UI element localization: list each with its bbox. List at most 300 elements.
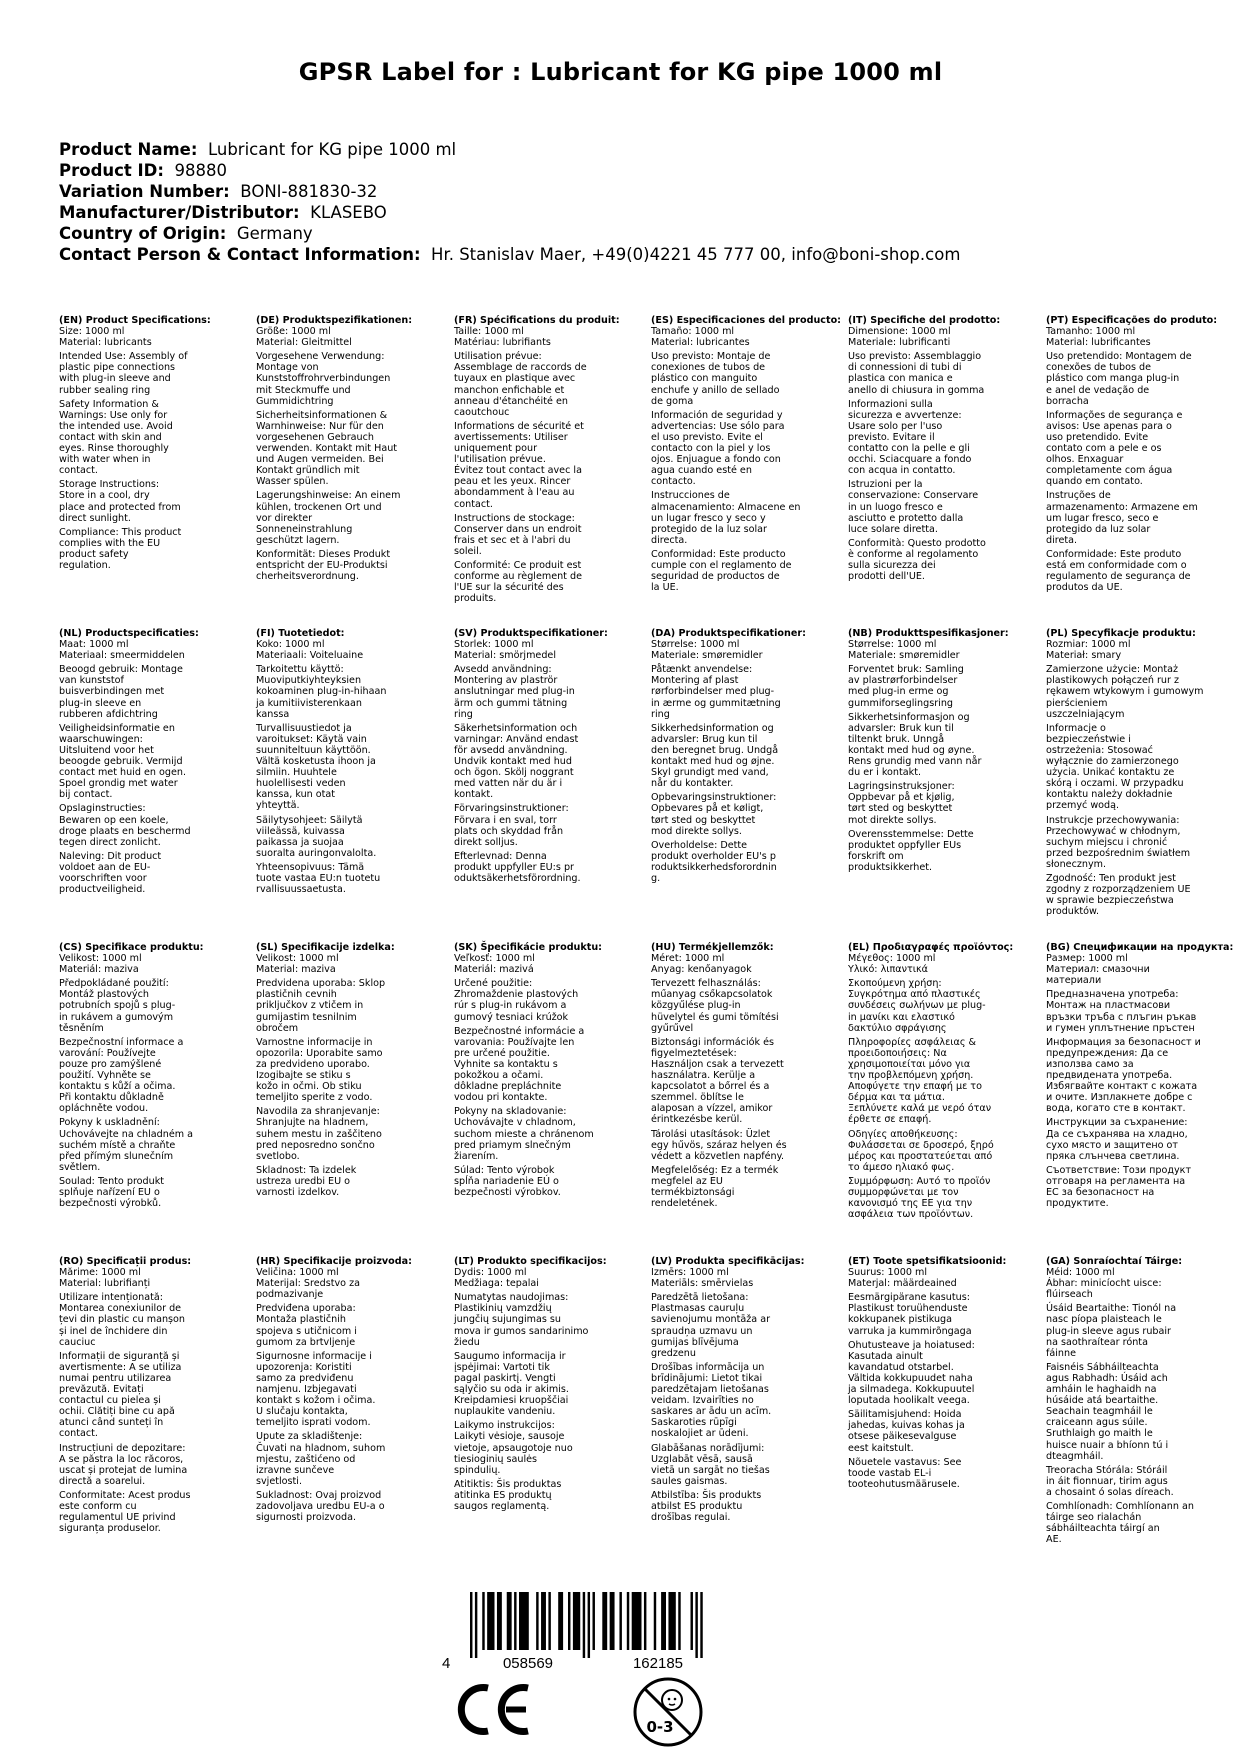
spec-line: Treoracha Stórála: Stóráil bbox=[1046, 1464, 1168, 1476]
no-under-3-icon bbox=[632, 1676, 704, 1748]
spec-line: Předpokládané použití: bbox=[59, 978, 169, 990]
spec-line: zadovoljava uredbu EU-a o bbox=[256, 1500, 385, 1512]
spec-line: avertismente: A se utiliza bbox=[59, 1361, 182, 1373]
spec-paragraph bbox=[59, 1490, 237, 1534]
spec-paragraph bbox=[454, 1351, 632, 1418]
spec-paragraph bbox=[651, 1165, 829, 1209]
barcode-bar bbox=[700, 1592, 702, 1658]
spec-line: beoogde gebruik. Vermijd bbox=[59, 756, 183, 768]
spec-line: Tarkoitettu käyttö: bbox=[256, 664, 344, 676]
spec-line: Čuvati na hladnom, suhom bbox=[256, 1442, 386, 1454]
spec-line: használatra. Kerülje a bbox=[651, 1070, 756, 1082]
spec-line: Sicherheitsinformationen & bbox=[256, 409, 388, 421]
spec-line: olhos. Enxaguar bbox=[1046, 454, 1124, 466]
spec-line: Instrucciones de bbox=[651, 490, 730, 502]
spec-line: Säkerhetsinformation och bbox=[454, 722, 578, 734]
spec-line: plug-in sleeve en bbox=[59, 697, 142, 709]
age-warning-text: 0-3 bbox=[646, 1718, 674, 1736]
spec-line: Größe: 1000 ml bbox=[256, 326, 331, 338]
spec-line: Conformidade: Este produto bbox=[1046, 548, 1182, 560]
spec-block-header: (HR) Specifikacije proizvoda: bbox=[256, 1256, 412, 1267]
spec-line: Montage von bbox=[256, 362, 319, 374]
spec-line: toode vastab EL-i bbox=[848, 1467, 932, 1479]
spec-line: Монтаж на пластмасови bbox=[1046, 1000, 1171, 1012]
spec-line: produits. bbox=[454, 593, 497, 605]
spec-line: med vatten när du är i bbox=[454, 778, 563, 790]
spec-line: Förvara i en sval, torr bbox=[454, 814, 557, 826]
spec-line: kühlen, trockenen Ort und bbox=[256, 501, 382, 513]
spec-line: cherheitsverordnung. bbox=[256, 571, 359, 583]
spec-line: spĺňa nariadenie EÚ o bbox=[454, 1175, 559, 1187]
spec-paragraph bbox=[59, 1292, 237, 1347]
spec-line: megfelel az EU bbox=[651, 1175, 723, 1187]
spec-line: produktet oppfyller EUs bbox=[848, 839, 962, 851]
spec-line: armazenamento: Armazene em bbox=[1046, 501, 1198, 513]
spec-paragraph bbox=[59, 1117, 237, 1172]
spec-block-header: (LT) Produkto specifikacijos: bbox=[454, 1256, 607, 1267]
spec-line: Upute za skladištenje: bbox=[256, 1431, 363, 1443]
barcode-bar bbox=[593, 1592, 595, 1650]
spec-line: kožo in očmi. Ob stiku bbox=[256, 1081, 362, 1093]
spec-line: pred neposredno sončno bbox=[256, 1139, 375, 1151]
spec-line: Plastikust toruühenduste bbox=[848, 1303, 968, 1315]
spec-paragraph bbox=[59, 1267, 237, 1278]
spec-line: plastica con manica e bbox=[848, 373, 953, 385]
spec-paragraph bbox=[256, 964, 434, 975]
spec-line: sigurnosti proizvoda. bbox=[256, 1512, 356, 1524]
barcode-bar bbox=[573, 1592, 580, 1650]
spec-line: Instructions de stockage: bbox=[454, 512, 575, 524]
spec-line: van kunststof bbox=[59, 675, 124, 687]
spec-paragraph bbox=[59, 723, 237, 801]
spec-line: Atbilstība: Šis produkts bbox=[651, 1489, 762, 1501]
spec-line: zgodny z rozporządzeniem UE bbox=[1046, 884, 1191, 896]
spec-line: Conformità: Questo prodotto bbox=[848, 537, 986, 549]
spec-line: potrubních spojů s plug- bbox=[59, 1000, 176, 1012]
spec-line: completamente com água bbox=[1046, 465, 1173, 477]
spec-line: protegido de la luz solar bbox=[651, 523, 767, 535]
spec-line: advarsler: Bruk kun til bbox=[848, 722, 954, 734]
spec-line: érintkezésbe kerül. bbox=[651, 1114, 743, 1126]
spec-line: pred priamym slnečným bbox=[454, 1139, 571, 1151]
spec-line: in μανίκι και ελαστικό bbox=[848, 1011, 955, 1023]
spec-line: ustreza uredbi EU o bbox=[256, 1175, 351, 1187]
spec-line: och ögon. Skölj noggrant bbox=[454, 767, 574, 779]
spec-line: Biztonsági információk és bbox=[651, 1036, 774, 1048]
spec-line: Uchovávejte na chladném a bbox=[59, 1128, 194, 1140]
spec-line: Varnostne informacije in bbox=[256, 1036, 373, 1048]
spec-line: Paredzētā lietošana: bbox=[651, 1292, 749, 1304]
spec-paragraph bbox=[256, 490, 434, 545]
manufacturer-label: Manufacturer/Distributor: bbox=[59, 203, 300, 222]
spec-line: Materiāls: smērvielas bbox=[651, 1278, 754, 1290]
spec-paragraph bbox=[454, 337, 632, 348]
spec-line: Material: lubrificantes bbox=[1046, 337, 1151, 349]
spec-line: Utilizare intenționată: bbox=[59, 1292, 163, 1304]
spec-line: Συμμόρφωση: Αυτό το προϊόν bbox=[848, 1175, 991, 1187]
spec-paragraph bbox=[1046, 351, 1224, 406]
barcode-bar bbox=[588, 1592, 590, 1658]
spec-line: direct sunlight. bbox=[59, 512, 131, 524]
spec-line: Saugumo informacija ir bbox=[454, 1350, 566, 1362]
spec-paragraph bbox=[1046, 1362, 1224, 1462]
spec-paragraph bbox=[454, 978, 632, 1022]
spec-line: uszczelniającym bbox=[1046, 708, 1125, 720]
spec-block bbox=[651, 942, 829, 1209]
spec-line: jahedas, kuivas kohas ja bbox=[848, 1420, 965, 1432]
barcode-bar bbox=[548, 1592, 550, 1650]
spec-line: pagal paskirtį. Vengti bbox=[454, 1372, 556, 1384]
spec-line: obročem bbox=[256, 1022, 299, 1034]
spec-line: Forventet bruk: Samling bbox=[848, 664, 964, 676]
spec-paragraph bbox=[1046, 664, 1224, 719]
spec-line: Usare solo per l'uso bbox=[848, 420, 943, 432]
spec-paragraph bbox=[256, 1037, 434, 1104]
spec-line: A se păstra la loc răcoros, bbox=[59, 1453, 184, 1465]
spec-line: Taille: 1000 ml bbox=[454, 326, 524, 338]
spec-line: Да се съхранява на хладно, bbox=[1046, 1128, 1188, 1140]
spec-line: Warnhinweise: Nur für den bbox=[256, 420, 384, 432]
spec-line: Skladnost: Ta izdelek bbox=[256, 1164, 357, 1176]
spec-line: este conform cu bbox=[59, 1500, 137, 1512]
spec-line: för avsedd användning. bbox=[454, 744, 568, 756]
spec-paragraph bbox=[454, 1479, 632, 1512]
barcode-bar bbox=[691, 1592, 693, 1650]
spec-line: Информация за безопасност и bbox=[1046, 1036, 1201, 1048]
spec-line: ЕС за безопасност на bbox=[1046, 1186, 1155, 1198]
spec-line: abondamment à l'eau au bbox=[454, 487, 575, 499]
spec-line: Материал: смазочни bbox=[1046, 964, 1150, 976]
spec-line: na saothraítear rónta bbox=[1046, 1336, 1148, 1348]
spec-paragraph bbox=[59, 337, 237, 348]
manufacturer-row bbox=[59, 202, 960, 223]
spec-paragraph bbox=[59, 479, 237, 523]
spec-line: Overensstemmelse: Dette bbox=[848, 828, 974, 840]
spec-paragraph bbox=[59, 1443, 237, 1487]
spec-line: drošības regulai. bbox=[651, 1512, 731, 1524]
spec-line: avisos: Use apenas para o bbox=[1046, 420, 1172, 432]
spec-line: l'UE sur la sécurité des bbox=[454, 582, 564, 594]
spec-paragraph bbox=[651, 664, 829, 719]
spec-line: Anyag: kenőanyagok bbox=[651, 964, 752, 976]
spec-line: mova ir gumos sandarinimo bbox=[454, 1325, 589, 1337]
spec-line: conforme au règlement de bbox=[454, 571, 582, 583]
spec-paragraph bbox=[256, 1165, 434, 1198]
barcode-bar bbox=[497, 1592, 502, 1650]
spec-line: un lugar fresco y seco y bbox=[651, 512, 766, 524]
spec-paragraph bbox=[454, 650, 632, 661]
spec-paragraph bbox=[651, 1490, 829, 1523]
spec-block-header: (FI) Tuotetiedot: bbox=[256, 628, 345, 639]
spec-line: complies with the EU bbox=[59, 537, 161, 549]
spec-paragraph bbox=[256, 1303, 434, 1347]
spec-line: di connessioni di tubi di bbox=[848, 362, 962, 374]
spec-line: anello di chiusura in gomma bbox=[848, 384, 985, 396]
spec-paragraph bbox=[848, 1292, 1026, 1336]
spec-line: sąlyčio su oda ir akimis. bbox=[454, 1384, 569, 1396]
spec-line: huolellisesti veden bbox=[256, 778, 346, 790]
spec-block-header: (RO) Specificații produs: bbox=[59, 1256, 192, 1267]
spec-line: kapcsolatot a bőrrel és a bbox=[651, 1081, 770, 1093]
spec-block-header: (BG) Спецификации на продукта: bbox=[1046, 942, 1234, 953]
spec-line: splňuje nařízení EU o bbox=[59, 1186, 160, 1198]
spec-block bbox=[256, 315, 434, 582]
spec-line: conexões de tubos de bbox=[1046, 362, 1152, 374]
spec-paragraph bbox=[59, 803, 237, 847]
spec-paragraph bbox=[59, 527, 237, 571]
spec-line: voldoet aan de EU- bbox=[59, 861, 151, 873]
spec-line: сухо място и защитено от bbox=[1046, 1139, 1179, 1151]
spec-paragraph bbox=[454, 1278, 632, 1289]
spec-line: tørt sted og beskyttet bbox=[848, 803, 953, 815]
spec-paragraph bbox=[848, 1278, 1026, 1289]
spec-line: gumijas blīvējuma bbox=[651, 1336, 739, 1348]
spec-line: Conformitate: Acest produs bbox=[59, 1489, 191, 1501]
spec-line: Conformité: Ce produit est bbox=[454, 559, 582, 571]
spec-line: Materijal: Sredstvo za bbox=[256, 1278, 361, 1290]
spec-paragraph bbox=[59, 953, 237, 964]
spec-line: forskrift om bbox=[848, 850, 904, 862]
spec-line: Safety Information & bbox=[59, 398, 159, 410]
spec-line: za predvideno uporabo. bbox=[256, 1058, 370, 1070]
spec-line: with water when in bbox=[59, 454, 151, 466]
spec-line: cumple con el reglamento de bbox=[651, 559, 792, 571]
spec-block bbox=[59, 942, 237, 1209]
spec-line: voorschriften voor bbox=[59, 872, 147, 884]
spec-paragraph bbox=[1046, 1037, 1224, 1115]
spec-paragraph bbox=[454, 664, 632, 719]
spec-line: Uso previsto: Montaje de bbox=[651, 351, 771, 363]
spec-line: mot direkte sollys. bbox=[848, 814, 937, 826]
spec-line: Faisnéis Sábháilteachta bbox=[1046, 1361, 1159, 1373]
spec-line: Uzglabāt vēsā, sausā bbox=[651, 1453, 753, 1465]
spec-paragraph bbox=[651, 1037, 829, 1126]
spec-line: tørt sted og beskyttet bbox=[651, 814, 756, 826]
spec-line: kontaktu należy dokładnie bbox=[1046, 789, 1173, 801]
spec-paragraph bbox=[848, 1457, 1026, 1490]
spec-line: Przechowywać w chłodnym, bbox=[1046, 825, 1181, 837]
spec-paragraph bbox=[848, 829, 1026, 873]
spec-line: przemyć wodą. bbox=[1046, 800, 1120, 812]
spec-paragraph bbox=[1046, 873, 1224, 917]
spec-line: Materiale: smøremidler bbox=[651, 650, 763, 662]
spec-line: műanyag csőkapcsolatok bbox=[651, 989, 773, 1001]
spec-line: prevăzută. Evitați bbox=[59, 1384, 144, 1396]
spec-paragraph bbox=[59, 1351, 237, 1440]
spec-line: Suurus: 1000 ml bbox=[848, 1267, 928, 1279]
spec-line: otsese päikesevalguse bbox=[848, 1431, 957, 1443]
spec-line: viileässä, kuivassa bbox=[256, 825, 345, 837]
contact-label: Contact Person & Contact Information: bbox=[59, 245, 421, 264]
spec-line: връзки тръба с плъгин ръкав bbox=[1046, 1011, 1197, 1023]
spec-line: figyelmeztetések: bbox=[651, 1047, 737, 1059]
spec-block-header: (DA) Produktspecifikationer: bbox=[651, 628, 806, 639]
spec-paragraph bbox=[848, 1176, 1026, 1220]
spec-line: tiltenkt bruk. Unngå bbox=[848, 733, 945, 745]
spec-paragraph bbox=[256, 664, 434, 719]
spec-line: отговаря на регламента на bbox=[1046, 1175, 1186, 1187]
spec-line: luce solare diretta. bbox=[848, 523, 938, 535]
spec-line: Dimensione: 1000 ml bbox=[848, 326, 951, 338]
spec-line: Opbevaringsinstruktioner: bbox=[651, 792, 777, 804]
spec-line: Materjal: määrdeained bbox=[848, 1278, 957, 1290]
spec-line: Spoel grondig met water bbox=[59, 778, 178, 790]
spec-line: regulamentul UE privind bbox=[59, 1512, 176, 1524]
spec-line: Material: maziva bbox=[256, 964, 336, 976]
spec-line: enchufe y anillo de sellado bbox=[651, 384, 780, 396]
barcode-bar bbox=[482, 1592, 484, 1650]
product-name-value: Lubricant for KG pipe 1000 ml bbox=[207, 140, 457, 159]
spec-line: Uitsluitend voor het bbox=[59, 744, 154, 756]
spec-line: Kontakt gründlich mit bbox=[256, 465, 360, 477]
spec-line: den beregnet brug. Undgå bbox=[651, 744, 779, 756]
spec-line: κανονισμό της ΕΕ για την bbox=[848, 1198, 973, 1210]
spec-paragraph bbox=[848, 1409, 1026, 1453]
spec-line: Seachain teagmháil le bbox=[1046, 1406, 1153, 1418]
contact-row bbox=[59, 244, 960, 265]
spec-line: пряка слънчева светлина. bbox=[1046, 1150, 1180, 1162]
country-value: Germany bbox=[236, 224, 313, 243]
variation-number-row bbox=[59, 181, 960, 202]
spec-line: contactul cu pielea și bbox=[59, 1395, 161, 1407]
spec-line: χρησιμοποιείται μόνο για bbox=[848, 1058, 971, 1070]
spec-line: asciutto e protetto dalla bbox=[848, 512, 964, 524]
spec-line: světlem. bbox=[59, 1161, 101, 1173]
spec-line: saugos reglamentą. bbox=[454, 1500, 550, 1512]
spec-line: rubberen afdichtring bbox=[59, 708, 158, 720]
spec-paragraph bbox=[1046, 337, 1224, 348]
spec-line: продуктите. bbox=[1046, 1198, 1109, 1210]
spec-line: Saskaroties rūpīgi bbox=[651, 1417, 737, 1429]
spec-block bbox=[1046, 315, 1224, 593]
spec-paragraph bbox=[848, 326, 1026, 337]
spec-line: Οδηγίες αποθήκευσης: bbox=[848, 1128, 958, 1140]
product-name-label: Product Name: bbox=[59, 140, 198, 159]
spec-line: Storlek: 1000 ml bbox=[454, 639, 534, 651]
spec-line: droge plaats en beschermd bbox=[59, 825, 191, 837]
spec-line: Kasutada ainult bbox=[848, 1350, 923, 1362]
spec-paragraph bbox=[1046, 964, 1224, 986]
spec-block-header: (EN) Product Specifications: bbox=[59, 315, 211, 326]
spec-line: atbilst ES produktu bbox=[651, 1500, 743, 1512]
spec-line: oduktsäkerhetsförordning. bbox=[454, 872, 581, 884]
spec-paragraph bbox=[454, 723, 632, 801]
spec-line: gredzenu bbox=[651, 1347, 696, 1359]
spec-line: предупреждения: Да се bbox=[1046, 1047, 1169, 1059]
spec-line: contact. bbox=[59, 465, 98, 477]
spec-line: Yhteensopivuus: Tämä bbox=[256, 861, 365, 873]
spec-line: Opbevares på et køligt, bbox=[651, 803, 764, 815]
spec-line: Sigurnosne informacije i bbox=[256, 1350, 372, 1362]
spec-line: occhi. Sciacquare a fondo bbox=[848, 454, 972, 466]
spec-line: plástico com manga plug-in bbox=[1046, 373, 1180, 385]
spec-line: Zgodność: Ten produkt jest bbox=[1046, 872, 1176, 884]
spec-paragraph bbox=[59, 1278, 237, 1289]
barcode-bar bbox=[558, 1592, 563, 1650]
spec-paragraph bbox=[1046, 650, 1224, 661]
spec-line: sábháilteachta táirgí an bbox=[1046, 1523, 1160, 1535]
spec-line: craiceann agus súile. bbox=[1046, 1417, 1148, 1429]
spec-block-header: (SL) Specifikacije izdelka: bbox=[256, 942, 395, 953]
spec-line: Informações de segurança e bbox=[1046, 409, 1183, 421]
spec-line: Numatytas naudojimas: bbox=[454, 1292, 569, 1304]
spec-paragraph bbox=[454, 1420, 632, 1475]
spec-paragraph bbox=[454, 421, 632, 510]
spec-line: previsto. Evitare il bbox=[848, 431, 935, 443]
spec-line: varování: Používejte bbox=[59, 1047, 156, 1059]
variation-number-label: Variation Number: bbox=[59, 182, 230, 201]
spec-paragraph bbox=[848, 1267, 1026, 1278]
spec-line: flúirseach bbox=[1046, 1289, 1093, 1301]
spec-line: ojos. Enjuague a fondo con bbox=[651, 454, 781, 466]
spec-line: Istruzioni per la bbox=[848, 479, 923, 491]
spec-line: Πληροφορίες ασφάλειας & bbox=[848, 1036, 976, 1048]
spec-block-header: (FR) Spécifications du produit: bbox=[454, 315, 620, 326]
spec-line: saskares ar ādu un acīm. bbox=[651, 1406, 772, 1418]
spec-line: está em conformidade com o bbox=[1046, 559, 1187, 571]
spec-line: gumom za brtvljenje bbox=[256, 1336, 356, 1348]
spec-line: Montaža plastičnih bbox=[256, 1314, 346, 1326]
spec-line: mit Steckmuffe und bbox=[256, 384, 351, 396]
spec-line: Conformidad: Este producto bbox=[651, 548, 786, 560]
product-info bbox=[59, 139, 960, 265]
spec-line: žiedu bbox=[454, 1336, 480, 1348]
spec-line: dteagmháil. bbox=[1046, 1450, 1104, 1462]
spec-line: yhteyttä. bbox=[256, 800, 300, 812]
page-title: GPSR Label for : Lubricant for KG pipe 1000 ml bbox=[298, 58, 943, 86]
spec-line: varoitukset: Käytä vain bbox=[256, 733, 367, 745]
spec-line: ärm och gummi tätning bbox=[454, 697, 568, 709]
spec-line: eest kaitstult. bbox=[848, 1442, 914, 1454]
spec-line: avertissements: Utiliser bbox=[454, 431, 568, 443]
spec-paragraph bbox=[848, 337, 1026, 348]
spec-line: Uso previsto: Assemblaggio bbox=[848, 351, 982, 363]
spec-line: contact met huid en ogen. bbox=[59, 767, 187, 779]
barcode bbox=[440, 1590, 740, 1670]
spec-line: mod direkte sollys. bbox=[651, 825, 742, 837]
spec-line: in un luogo fresco e bbox=[848, 501, 943, 513]
spec-line: Storage Instructions: bbox=[59, 479, 160, 491]
spec-line: egy hűvös, száraz helyen és bbox=[651, 1139, 787, 1151]
spec-line: Rens grundig med vann når bbox=[848, 756, 982, 768]
spec-line: cauciuc bbox=[59, 1336, 96, 1348]
spec-line: product safety bbox=[59, 548, 129, 560]
spec-block-header: (PT) Especificações do produto: bbox=[1046, 315, 1218, 326]
spec-line: huisce nuair a bhíonn tú i bbox=[1046, 1439, 1169, 1451]
spec-line: quando em contato. bbox=[1046, 476, 1143, 488]
spec-paragraph bbox=[256, 639, 434, 650]
spec-line: nasc píopa plaisteach le bbox=[1046, 1314, 1162, 1326]
spec-line: Assemblage de raccords de bbox=[454, 362, 587, 374]
spec-line: Overholdelse: Dette bbox=[651, 839, 748, 851]
spec-paragraph bbox=[651, 1129, 829, 1162]
spec-line: spojeva s utičnicom i bbox=[256, 1325, 357, 1337]
spec-line: buisverbindingen met bbox=[59, 686, 165, 698]
barcode-digits-group1: 058569 bbox=[502, 1655, 554, 1670]
spec-paragraph bbox=[454, 964, 632, 975]
spec-paragraph bbox=[59, 1176, 237, 1209]
spec-paragraph bbox=[256, 978, 434, 1033]
spec-line: bezpečnosti výrobků. bbox=[59, 1198, 162, 1210]
spec-line: veidam. Izvairīties no bbox=[651, 1395, 754, 1407]
spec-line: plastikowych połączeń rur z bbox=[1046, 675, 1180, 687]
barcode-bar bbox=[668, 1592, 675, 1650]
spec-paragraph bbox=[59, 399, 237, 477]
spec-paragraph bbox=[59, 351, 237, 395]
spec-line: Használjon csak a tervezett bbox=[651, 1058, 784, 1070]
barcode-bar bbox=[632, 1592, 642, 1650]
spec-line: Wasser spülen. bbox=[256, 476, 329, 488]
